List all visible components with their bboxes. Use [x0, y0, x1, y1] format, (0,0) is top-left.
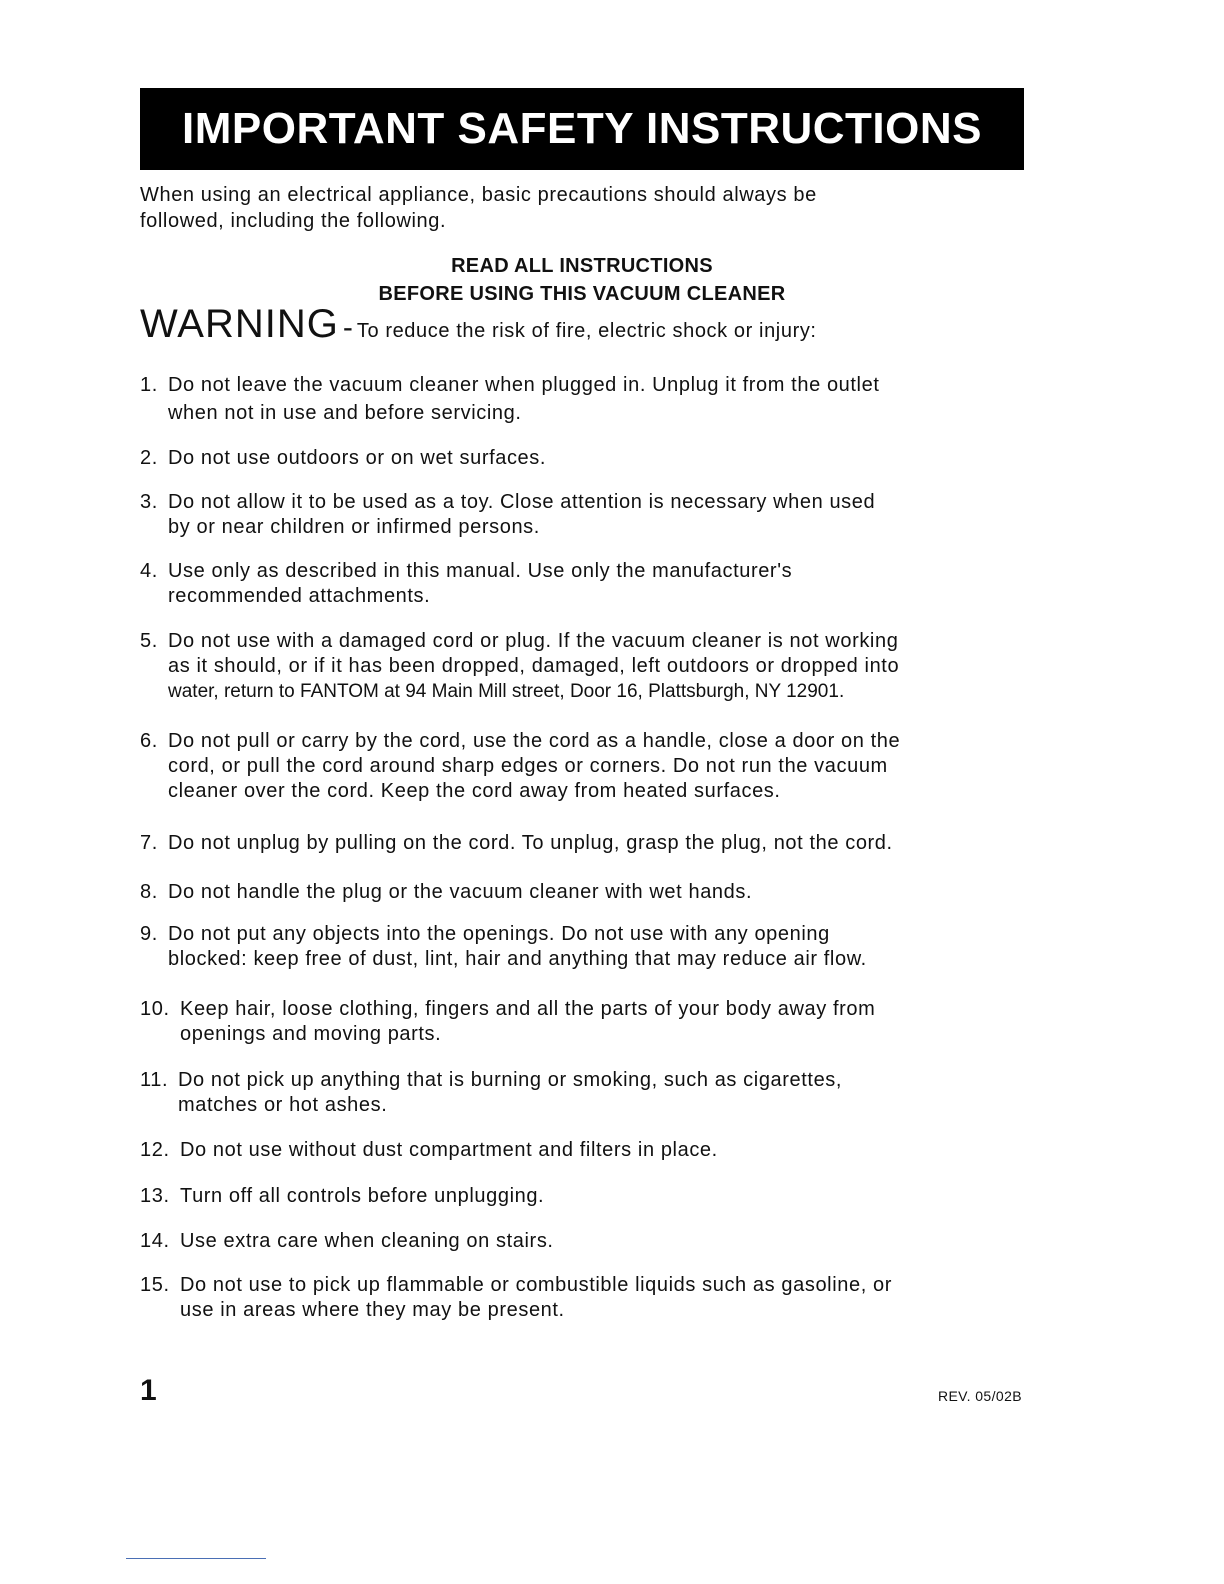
item-line: Do not allow it to be used as a toy. Close attention is necessary when used: [168, 491, 876, 513]
item-number: 4.: [140, 560, 158, 582]
intro-line: When using an electrical appliance, basic precautions should always be: [140, 184, 817, 206]
intro-line: followed, including the following.: [140, 210, 447, 232]
item-line: Do not unplug by pulling on the cord. To unplug, grasp the plug, not the cord.: [168, 832, 893, 854]
list-item: [140, 997, 1020, 1047]
title-banner: [140, 88, 1024, 170]
item-line: use in areas where they may be present.: [180, 1299, 565, 1321]
list-item: [140, 446, 1020, 471]
intro-paragraph: [140, 182, 1020, 234]
read-all-heading: [0, 252, 1164, 308]
item-number: 1.: [140, 374, 158, 396]
item-number: 10.: [140, 998, 170, 1020]
item-line: Do not use without dust compartment and filters in place.: [180, 1139, 718, 1161]
warning-label: WARNING: [140, 302, 339, 346]
page-number: 1: [140, 1374, 157, 1407]
item-number: 12.: [140, 1139, 170, 1161]
item-line: water, return to FANTOM at 94 Main Mill street, Door 16, Plattsburgh, NY 12901.: [168, 681, 845, 702]
item-line: Do not use outdoors or on wet surfaces.: [168, 447, 547, 469]
item-number: 9.: [140, 923, 158, 945]
list-item: [140, 1273, 1020, 1323]
item-line: blocked: keep free of dust, lint, hair and anything that may reduce air flow.: [168, 948, 867, 970]
list-item: [140, 1068, 1020, 1118]
warning-statement: [140, 302, 1040, 347]
item-line: when not in use and before servicing.: [168, 402, 522, 424]
item-line: openings and moving parts.: [180, 1023, 442, 1045]
list-item: [140, 1229, 1020, 1254]
list-item: [140, 831, 1020, 856]
item-number: 5.: [140, 630, 158, 652]
list-item: [140, 1138, 1020, 1163]
item-number: 15.: [140, 1274, 170, 1296]
warning-text: To reduce the risk of fire, electric shock or injury:: [356, 320, 817, 342]
item-number: 7.: [140, 832, 158, 854]
item-line: Do not pull or carry by the cord, use the cord as a handle, close a door on the: [168, 730, 901, 752]
item-line: recommended attachments.: [168, 585, 431, 607]
item-line: Do not put any objects into the openings. Do not use with any opening: [168, 923, 830, 945]
list-item: [140, 1184, 1020, 1209]
item-line: Do not pick up anything that is burning or smoking, such as cigarettes,: [178, 1069, 843, 1091]
item-line: as it should, or if it has been dropped, damaged, left outdoors or dropped into: [168, 655, 900, 677]
footer-rule: [126, 1558, 266, 1559]
item-line: Use only as described in this manual. Use only the manufacturer's: [168, 560, 793, 582]
list-item: [140, 729, 1020, 804]
item-line: Do not use to pick up flammable or combustible liquids such as gasoline, or: [180, 1274, 893, 1296]
item-line: matches or hot ashes.: [178, 1094, 388, 1116]
item-number: 6.: [140, 730, 158, 752]
page-title: IMPORTANT SAFETY INSTRUCTIONS: [182, 104, 982, 153]
list-item: [140, 490, 1020, 540]
item-number: 2.: [140, 447, 158, 469]
item-line: Turn off all controls before unplugging.: [180, 1185, 545, 1207]
warning-dash: -: [342, 311, 353, 344]
list-item: [140, 880, 1020, 905]
revision-label: REV. 05/02B: [937, 1388, 1022, 1404]
item-line: cleaner over the cord. Keep the cord away from heated surfaces.: [168, 780, 781, 802]
item-line: by or near children or infirmed persons.: [168, 516, 540, 538]
list-item: [140, 373, 1020, 428]
item-number: 3.: [140, 491, 158, 513]
item-number: 8.: [140, 881, 158, 903]
read-all-line: BEFORE USING THIS VACUUM CLEANER: [378, 283, 786, 305]
list-item: [140, 629, 1020, 704]
item-number: 13.: [140, 1185, 170, 1207]
item-number: 14.: [140, 1230, 170, 1252]
item-line: Do not leave the vacuum cleaner when plugged in. Unplug it from the outlet: [168, 374, 880, 396]
list-item: [140, 559, 1020, 609]
item-number: 11.: [140, 1069, 169, 1091]
read-all-line: READ ALL INSTRUCTIONS: [451, 255, 713, 277]
item-line: Do not use with a damaged cord or plug. If the vacuum cleaner is not working: [168, 630, 899, 652]
item-line: cord, or pull the cord around sharp edges or corners. Do not run the vacuum: [168, 755, 888, 777]
item-line: Keep hair, loose clothing, fingers and all the parts of your body away from: [180, 998, 876, 1020]
list-item: [140, 922, 1020, 972]
item-line: Do not handle the plug or the vacuum cleaner with wet hands.: [168, 881, 753, 903]
item-line: Use extra care when cleaning on stairs.: [180, 1230, 554, 1252]
